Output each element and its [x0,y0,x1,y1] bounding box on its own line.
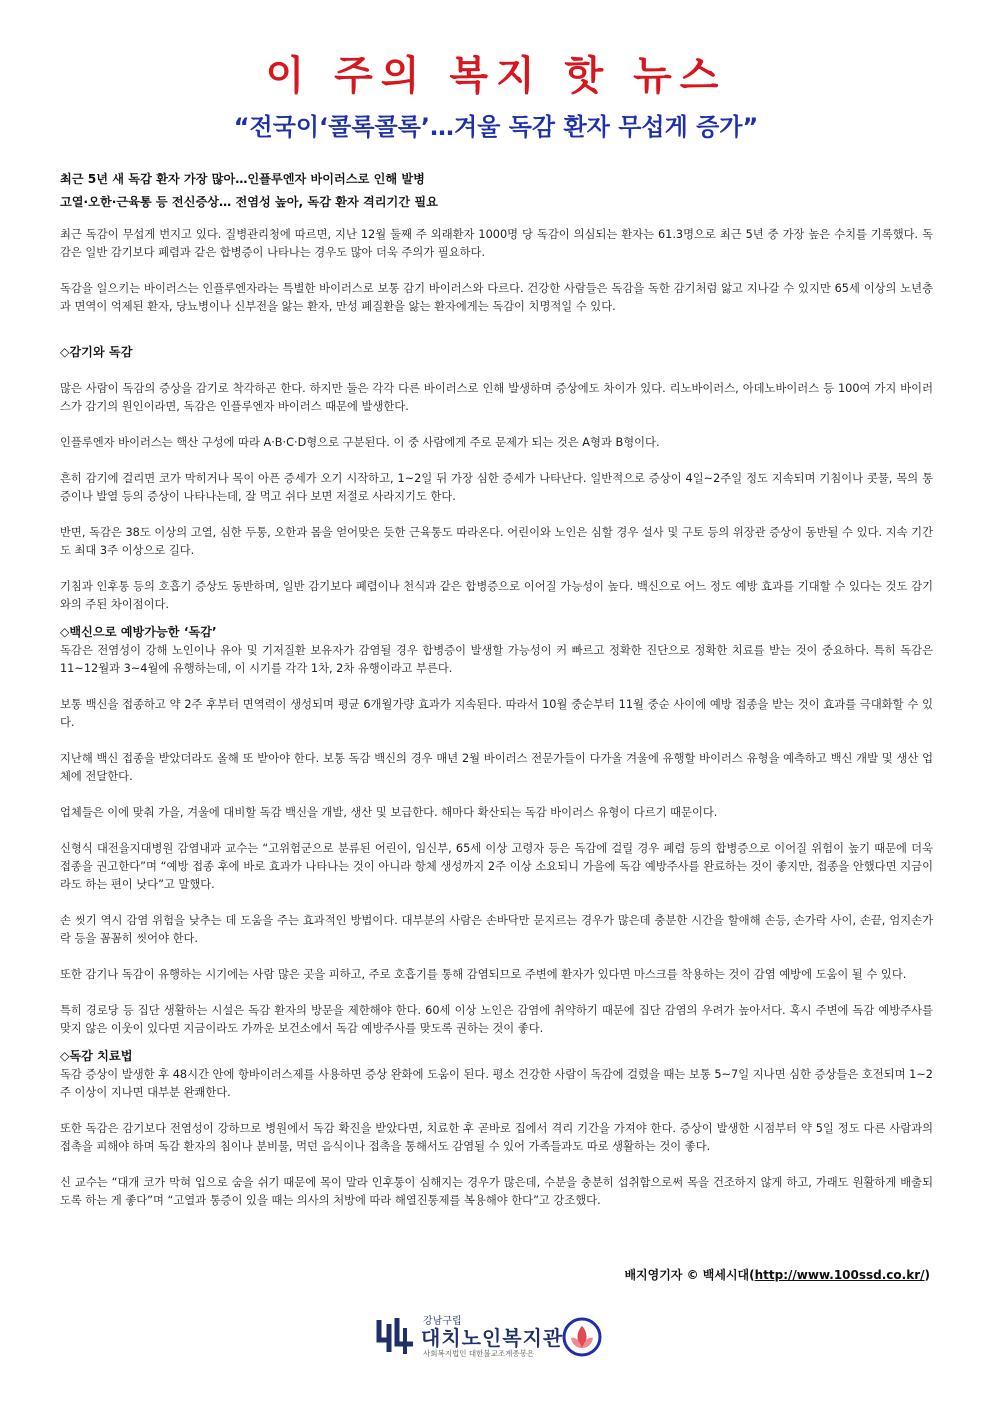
paragraph: 보통 백신을 접종하고 약 2주 후부터 면역력이 생성되며 평균 6개월가량 효과가 지속된다. 따라서 10월 중순부터 11월 중순 사이에 예방 접종을 받는 것이 효과를 극대화할 수 있다. [60,698,933,729]
paragraph: 많은 사람이 독감의 증상을 감기로 착각하곤 한다. 하지만 둘은 각각 다른 바이러스로 인해 발생하며 증상에도 차이가 있다. 리노바이러스, 아데노바이러스 등 100여 가지 바이러스가 감기의 원인이라면, 독감은 인플루엔자 바이러스 때문에 발생한다. [60,382,933,413]
section-heading: ◇백신으로 예방가능한 ‘독감’ [60,625,217,639]
organization-logo [375,1312,615,1362]
paragraph: 반면, 독감은 38도 이상의 고열, 심한 두통, 오한과 몸을 얻어맞은 듯한 근육통도 따라온다. 어린이와 노인은 심할 경우 설사 및 구토 등의 위장관 증상이 동반될 수 있다. 지속 기간도 최대 3주 이상으로 길다. [60,526,933,557]
paragraph: 특히 경로당 등 집단 생활하는 시설은 독감 환자의 방문을 제한해야 한다. 60세 이상 노인은 감염에 취약하기 때문에 집단 감염의 우려가 높아서다. 혹시 주변에 독감 예방주사를 맞지 않은 이웃이 있다면 지금이라도 가까운 보건소에서 독감 예방주사를 맞도록 권하는 것이 좋다. [60,1004,933,1035]
paragraph: 기침과 인후통 등의 호흡기 증상도 동반하며, 일반 감기보다 폐렴이나 천식과 같은 합병증으로 이어질 가능성이 높다. 백신으로 어느 정도 예방 효과를 기대할 수 있다는 것도 감기와의 주된 차이점이다. [60,580,933,611]
paragraph: 또한 독감은 감기보다 전염성이 강하므로 병원에서 독감 확진을 받았다면, 치료한 후 곧바로 집에서 격리 기간을 가져야 한다. 증상이 발생한 시점부터 약 5일 정도 다른 사람과의 접촉을 피해야 하며 독감 환자의 침이나 분비물, 먹던 음식이나 접촉을 통해서도 감염될 수 있어 가족들과도 따로 생활하는 것이 좋다. [60,1122,933,1153]
byline-text: 배지영기자 © 백세시대( [624,1268,755,1282]
byline [624,1266,930,1283]
paragraph: 지난해 백신 접종을 받았더라도 올해 또 받아야 한다. 보통 독감 백신의 경우 매년 2월 바이러스 전문가들이 다가올 겨울에 유행할 바이러스 유형을 예측하고 백신 개발 및 생산 업체에 전달한다. [60,752,933,783]
paragraph: 독감을 일으키는 바이러스는 인플루엔자라는 특별한 바이러스로 보통 감기 바이러스와 다르다. 건강한 사람들은 독감을 독한 감기처럼 앓고 지나갈 수 있지만 65세 이상의 노년층과 면역이 억제된 환자, 당뇨병이나 신부전을 앓는 환자, 만성 폐질환을 앓는 환자에게는 독감이 치명적일 수 있다. [60,282,933,313]
lead-line: 최근 5년 새 독감 환자 가장 많아…인플루엔자 바이러스로 인해 발병 [60,172,425,186]
headline: “전국이‘콜록콜록’…겨울 독감 환자 무섭게 증가” [233,113,759,141]
paragraph: 업체들은 이에 맞춰 가을, 겨울에 대비할 독감 백신을 개발, 생산 및 보급한다. 해마다 확산되는 독감 바이러스 유형이 다르기 때문이다. [60,806,718,819]
paragraph: 손 씻기 역시 감염 위험을 낮추는 데 도움을 주는 효과적인 방법이다. 대부분의 사람은 손바닥만 문지르는 경우가 많은데 충분한 시간을 할애해 손등, 손가락 사이, 손끝, 엄지손가락 등을 꼼꼼히 씻어야 한다. [60,914,933,945]
logo-subtext: 사회복지법인 대한불교조계종봉은 [423,1349,535,1358]
lotus-emblem-icon [561,1316,603,1358]
logo-name: 대치노인복지관 [421,1326,564,1350]
byline-close: ) [924,1268,930,1282]
paragraph: 흔히 감기에 걸리면 코가 막히거나 목이 아픈 증세가 오기 시작하고, 1~2일 뒤 가장 심한 증세가 나타난다. 일반적으로 증상이 4일~2주일 정도 지속되며 기침이나 콧물, 목의 통증이나 발열 등의 증상이 나타나는데, 잘 먹고 쉬다 보면 저절로 사라지기도 한다. [60,472,933,503]
paragraph: 신형식 대전을지대병원 감염내과 교수는 “고위험군으로 분류된 어린이, 임신부, 65세 이상 고령자 등은 독감에 걸릴 경우 폐렴 등의 합병증으로 이어질 위험이 높기 때문에 더욱 접종을 권고한다”며 “예방 접종 후에 바로 효과가 나타나는 것이 아니라 항체 생성까지 2주 이상 소요되니 가을에 독감 예방주사를 완료하는 것이 좋지만, 접종을 안했다면 지금이라도 하는 편이 낫다”고 말했다. [60,842,933,891]
section-heading: ◇감기와 독감 [60,345,133,359]
paragraph: 최근 독감이 무섭게 번지고 있다. 질병관리청에 따르면, 지난 12월 둘째 주 외래환자 1000명 당 독감이 의심되는 환자는 61.3명으로 최근 5년 중 가장 높은 수치를 기록했다. 독감은 일반 감기보다 폐렴과 같은 합병증이 나타나는 경우도 많아 더욱 주의가 필요하다. [60,228,933,259]
source-link[interactable]: http://www.100ssd.co.kr/ [754,1268,925,1282]
article-body [60,168,933,1210]
paragraph: 인플루엔자 바이러스는 핵산 구성에 따라 A·B·C·D형으로 구분된다. 이 중 사람에게 주로 문제가 되는 것은 A형과 B형이다. [60,436,660,449]
paragraph: 또한 감기나 독감이 유행하는 시기에는 사람 많은 곳을 피하고, 주로 호흡기를 통해 감염되므로 주변에 환자가 있다면 마스크를 착용하는 것이 감염 예방에 도움이 될 수 있다. [60,968,907,981]
section-heading: ◇독감 치료법 [60,1049,133,1063]
paragraph: 독감은 전염성이 강해 노인이나 유아 및 기저질환 보유자가 감염될 경우 합병증이 발생할 가능성이 커 빠르고 정확한 진단으로 정확한 치료를 받는 것이 중요하다. 특히 독감은 11~12월과 3~4월에 유행하는데, 이 시기를 각각 1차, 2차 유행이라고 부른다. [60,644,933,675]
lead-summary [60,168,933,214]
lead-line: 고열·오한·근육통 등 전신증상… 전염성 높아, 독감 환자 격리기간 필요 [60,195,438,209]
logo-small-text: 강남구립 [423,1316,462,1327]
paragraph: 신 교수는 “대개 코가 막혀 입으로 숨을 쉬기 때문에 목이 말라 인후통이 심해지는 경우가 많은데, 수분을 충분히 섭취함으로써 목을 건조하지 않게 하고, 가래도 원활하게 배출되도록 하는 게 좋다”며 “고열과 통증이 있을 때는 의사의 처방에 따라 해열진통제를 복용해야 한다”고 강조했다. [60,1176,933,1207]
paragraph: 독감 증상이 발생한 후 48시간 안에 항바이러스제를 사용하면 증상 완화에 도움이 된다. 평소 건강한 사람이 독감에 걸렸을 때는 보통 5~7일 지나면 심한 증상들은 호전되며 1~2주 이상이 지나면 대부분 완쾌한다. [60,1068,933,1099]
page-title: 이 주의 복지 핫 뉴스 [265,53,727,99]
logo-mark-icon [375,1314,417,1358]
